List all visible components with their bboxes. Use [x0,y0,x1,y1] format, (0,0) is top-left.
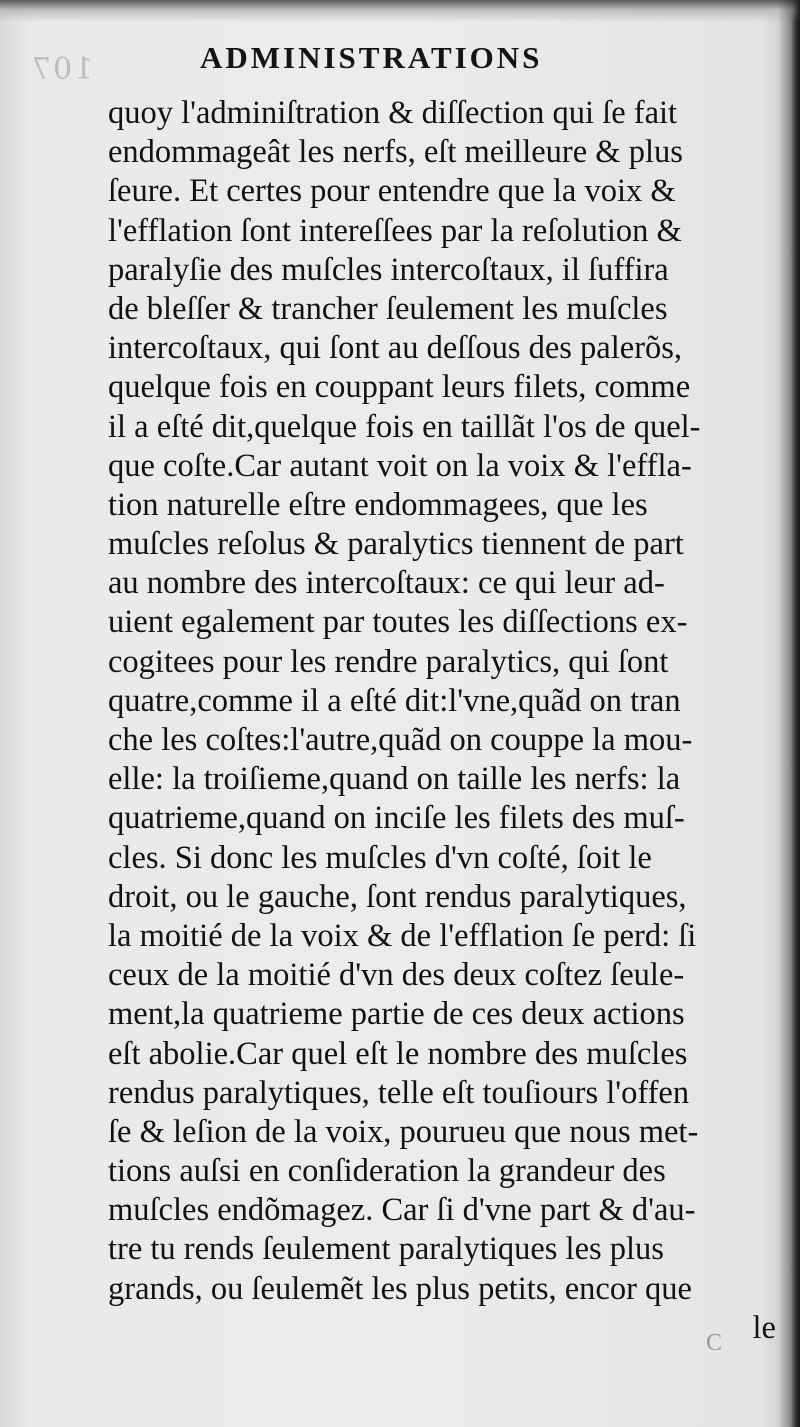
text-line: que coſte.Car autant voit on la voix & l'effla- [108,447,692,484]
text-line: tions auſsi en conſideration la grandeur des [108,1153,666,1190]
text-line: paralyſie des muſcles intercoſtaux, il ſuffira [108,251,669,288]
text-line: ment,la quatrieme partie de ces deux actions [108,996,685,1033]
text-line: tre tu rends ſeulement paralytiques les plus [108,1231,664,1268]
text-line: elle: la troiſieme,quand on taille les nerfs: la [108,761,681,798]
text-line: cogitees pour les rendre paralytics, qui ſont [108,643,669,680]
page-right-edge [778,0,800,1427]
text-line: l'efflation ſont intereſſees par la reſolution & [108,212,682,249]
text-line: uient egalement par toutes les diſſections ex- [108,604,688,641]
text-line: cles. Si donc les muſcles d'vn coſté, ſoit le [108,839,652,876]
text-line: tion naturelle eſtre endommagees, que les [108,486,648,523]
body-text [108,94,776,1348]
text-line: au nombre des intercoſtaux: ce qui leur ad- [108,565,665,602]
page-top-shadow [0,0,800,22]
text-line: ceux de la moitié d'vn des deux coſtez ſeule- [108,957,685,994]
running-head: ADMINISTRATIONS [200,40,543,75]
text-line: endommageât les nerfs, eſt meilleure & plus [108,134,683,171]
signature-mark: C [706,1330,723,1356]
text-line: intercoſtaux, qui ſont au deſſous des palerõs, [108,330,683,367]
text-line: grands, ou ſeulemẽt les plus petits, encor que [108,1270,692,1307]
text-line: eſt abolie.Car quel eſt le nombre des muſcles [108,1035,688,1072]
text-line: rendus paralytiques, telle eſt touſiours l'offen [108,1074,690,1111]
text-line: de bleſſer & trancher ſeulement les muſcles [108,290,668,327]
text-line: la moitié de la voix & de l'efflation ſe perd: ſi [108,917,697,954]
text-line: muſcles reſolus & paralytics tiennent de part [108,526,684,563]
text-line: ſe & leſion de la voix, pourueu que nous met- [108,1113,699,1150]
text-line: droit, ou le gauche, ſont rendus paralytiques, [108,878,687,915]
text-line: che les coſtes:l'autre,quãd on couppe la mou- [108,722,693,758]
text-line: quelque fois en couppant leurs filets, comme [108,369,691,406]
text-line: quoy l'adminiſtration & diſſection qui ſe fait [108,95,678,131]
text-line: quatrieme,quand on inciſe les filets des muſ- [108,800,685,837]
text-line: quatre,comme il a eſté dit:l'vne,quãd on tran [108,682,681,719]
text-line: muſcles endõmagez. Car ſi d'vne part & d'au- [108,1192,696,1229]
catchword-line [108,1309,776,1348]
catchword: le [752,1309,776,1346]
bleed-through-page-number: 107 [30,52,94,87]
text-line: il a eſté dit,quelque fois en taillãt l'os de quel- [108,408,701,445]
text-line: ſeure. Et certes pour entendre que la voix & [108,173,676,210]
